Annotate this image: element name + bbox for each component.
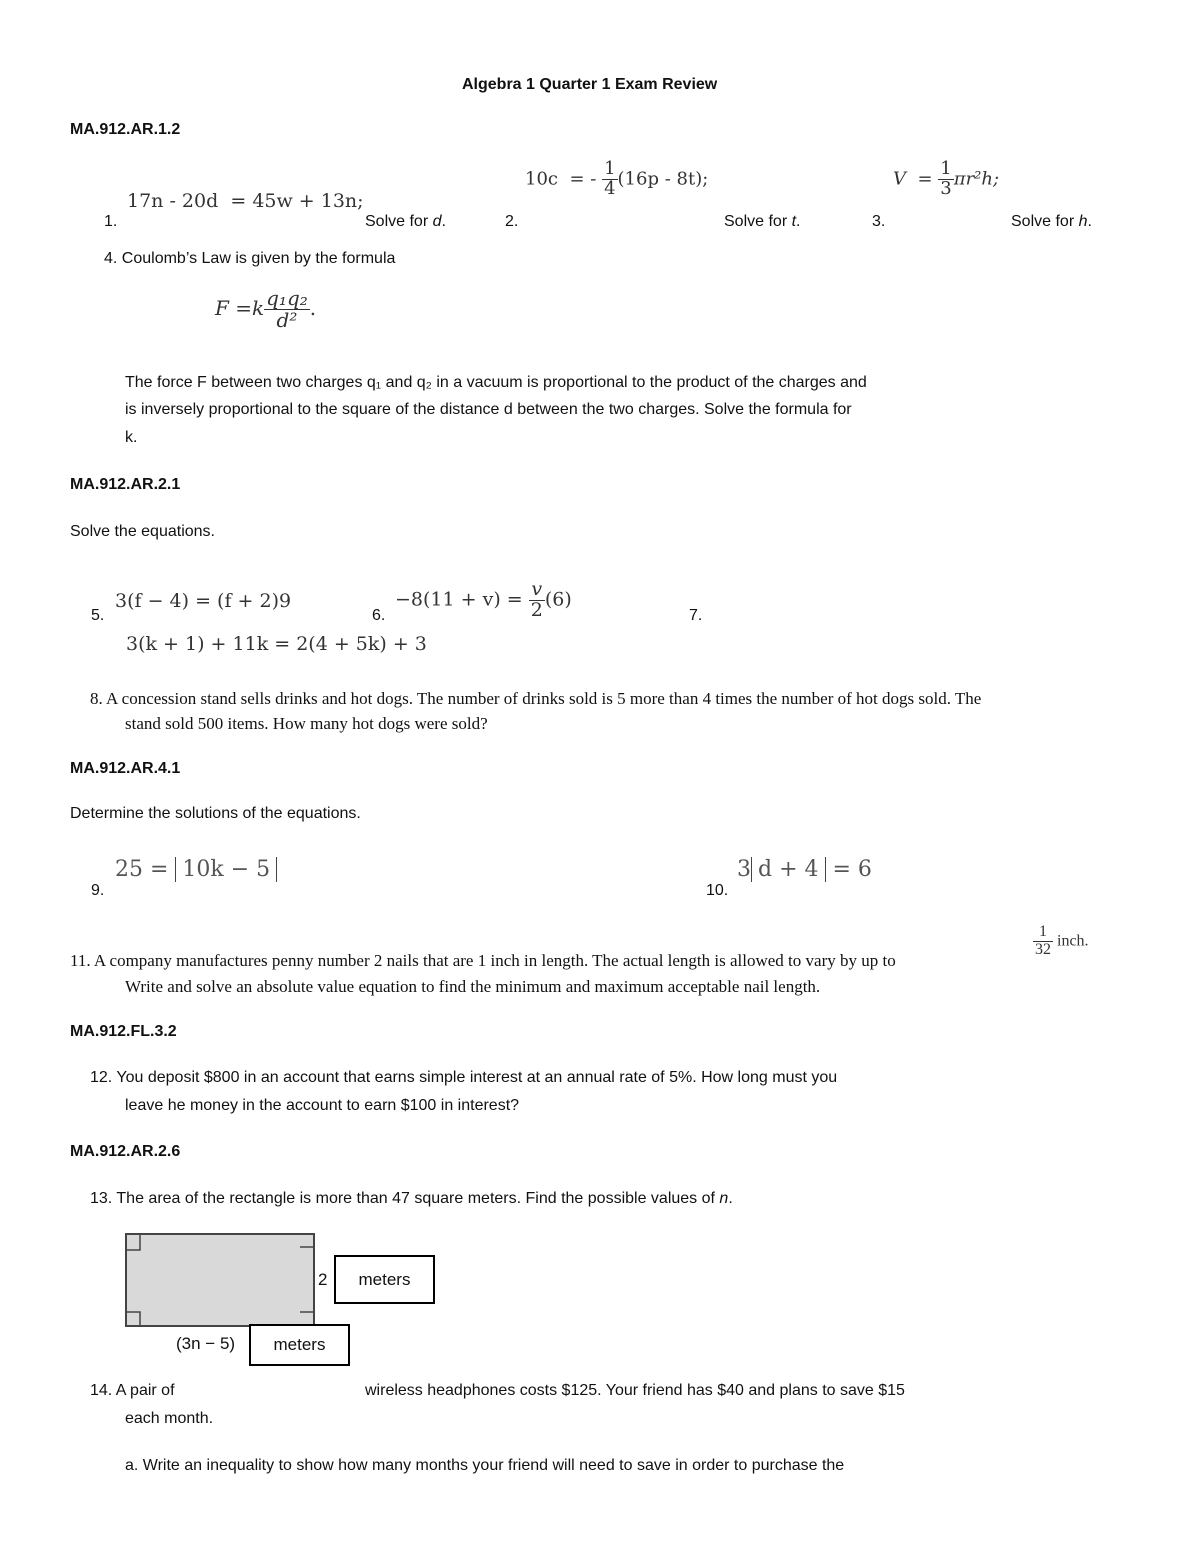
equation-q2: 10c = - $\frac{1}{4}$ (16p - 8t); bbox=[525, 158, 709, 199]
rectangle-shape bbox=[126, 1234, 314, 1326]
section-instruction: Determine the solutions of the equations. bbox=[70, 805, 361, 822]
question-text-q4: 4. Coulomb’s Law is given by the formula bbox=[104, 250, 396, 267]
equation-q7: 3(k + 1) + 11k = 2(4 + 5k) + 3 bbox=[126, 633, 427, 655]
question-text-line: Write and solve an absolute value equation to find the minimum and maximum acceptable nail length. bbox=[125, 977, 821, 996]
equation-q9: 25 = 10k − 5 bbox=[115, 857, 277, 882]
question-number: 10. bbox=[706, 882, 729, 899]
rectangle-diagram bbox=[120, 1228, 330, 1334]
section-heading: MA.912.AR.1.2 bbox=[70, 121, 181, 138]
page-title: Algebra 1 Quarter 1 Exam Review bbox=[462, 76, 718, 93]
equation-q10: 3 d + 4 = 6 bbox=[737, 857, 872, 882]
question-text-line: is inversely proportional to the square of the distance d between the two charges. Solve the formula for bbox=[125, 401, 852, 418]
section-heading: MA.912.AR.4.1 bbox=[70, 760, 181, 777]
section-heading: MA.912.AR.2.6 bbox=[70, 1143, 181, 1160]
question-text-line: leave he money in the account to earn $100 in interest? bbox=[125, 1097, 520, 1114]
section-heading: MA.912.AR.2.1 bbox=[70, 476, 181, 493]
question-text-q13: 13. The area of the rectangle is more than 47 square meters. Find the possible values of n. bbox=[90, 1190, 733, 1207]
question-text-q8: 8. A concession stand sells drinks and hot dogs. The number of drinks sold is 5 more than 4 times the number of hot dogs sold. The bbox=[90, 689, 982, 708]
solve-instruction-q3: Solve for h. bbox=[1011, 213, 1092, 230]
question-number: 7. bbox=[689, 607, 703, 624]
question-text-line: each month. bbox=[125, 1410, 214, 1427]
question-number: 6. bbox=[372, 607, 386, 624]
solve-instruction-q1: Solve for d. bbox=[365, 213, 446, 230]
fraction-1-32: $\frac{1}{32}$ inch. bbox=[1035, 923, 1089, 958]
coulomb-formula: F =k $\frac{\text{q₁q₂}}{\text{d²}}$ . bbox=[215, 286, 317, 332]
question-text-line: stand sold 500 items. How many hot dogs were sold? bbox=[125, 714, 488, 733]
side-length-value: 2 bbox=[318, 1270, 328, 1289]
equation-q3: V = $\frac{1}{3}$ πr²h; bbox=[893, 158, 1000, 199]
question-number: 2. bbox=[505, 213, 519, 230]
question-text-q14: 14. A pair of bbox=[90, 1382, 175, 1399]
equation-q5: 3(f − 4) = (f + 2)9 bbox=[115, 590, 292, 612]
question-text-line: The force F between two charges q₁ and q₂ in a vacuum is proportional to the product of the charges and bbox=[125, 374, 867, 391]
question-number: 3. bbox=[872, 213, 886, 230]
question-text-line: wireless headphones costs $125. Your friend has $40 and plans to save $15 bbox=[365, 1382, 905, 1399]
section-heading: MA.912.FL.3.2 bbox=[70, 1023, 177, 1040]
bottom-length-value: (3n − 5) bbox=[176, 1334, 236, 1353]
question-part-a: a. Write an inequality to show how many months your friend will need to save in order to purchase the bbox=[125, 1457, 845, 1474]
question-number: 1. bbox=[104, 213, 118, 230]
solve-instruction-q2: Solve for t. bbox=[724, 213, 801, 230]
equation-q6: −8(11 + v) = $\frac{v}{2}$ (6) bbox=[395, 578, 572, 621]
bottom-unit-box: meters bbox=[249, 1324, 350, 1366]
section-instruction: Solve the equations. bbox=[70, 523, 215, 540]
question-text-q12: 12. You deposit $800 in an account that earns simple interest at an annual rate of 5%. How long must you bbox=[90, 1069, 838, 1086]
question-number: 9. bbox=[91, 882, 105, 899]
side-unit-box: meters bbox=[334, 1255, 435, 1304]
question-text-q11: 11. A company manufactures penny number 2 nails that are 1 inch in length. The actual length is allowed to vary by up to bbox=[70, 951, 896, 970]
equation-q1: 17n - 20d = 45w + 13n; bbox=[127, 190, 364, 212]
question-text-line: k. bbox=[125, 429, 138, 446]
question-number: 5. bbox=[91, 607, 105, 624]
